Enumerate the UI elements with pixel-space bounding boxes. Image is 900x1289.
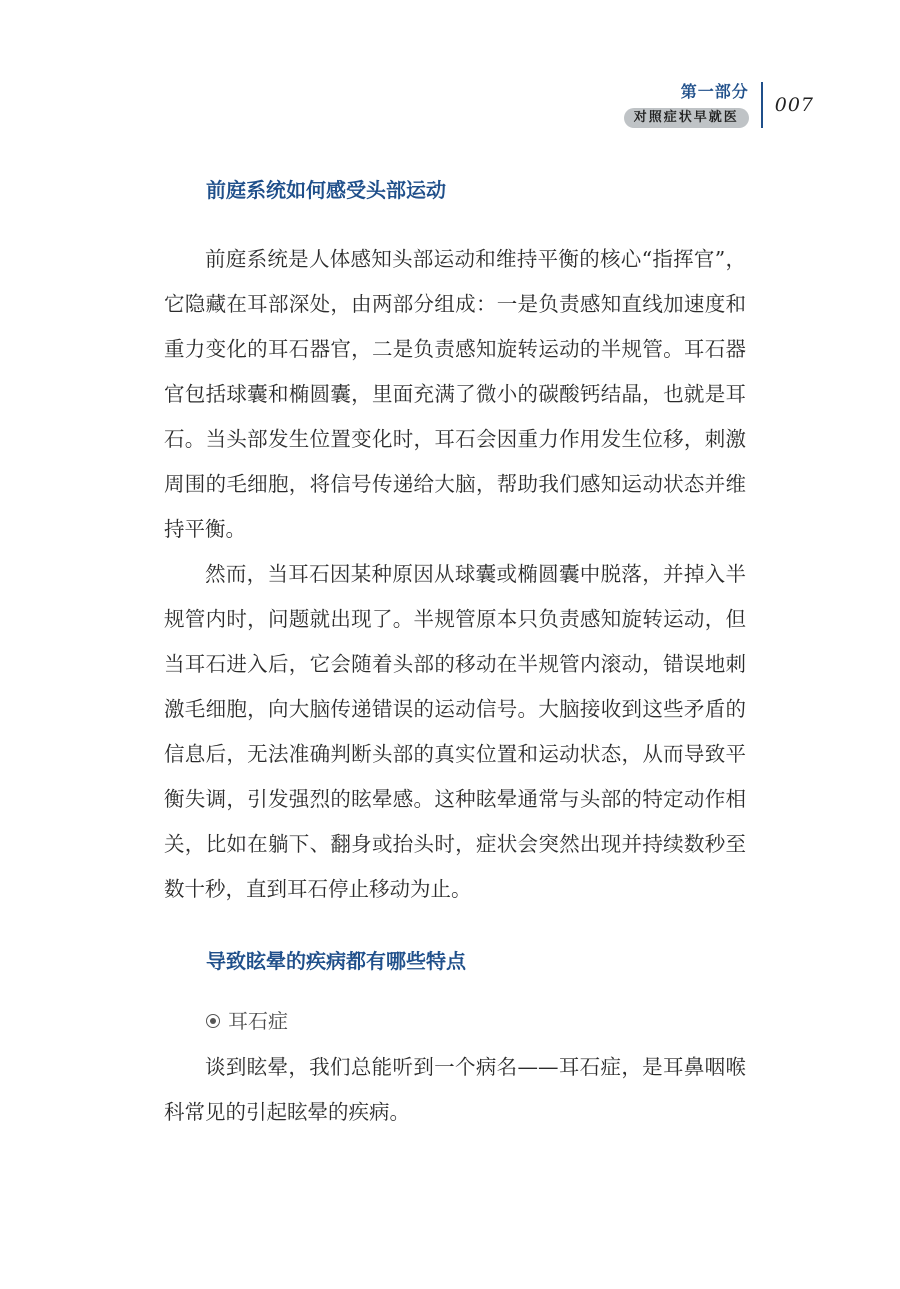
subheading-label: 耳石症 [228,1009,288,1033]
body-paragraph: 前庭系统是人体感知头部运动和维持平衡的核心“指挥官”，它隐藏在耳部深处，由两部分组成：一是负责感知直线加速度和重力变化的耳石器官，二是负责感知旋转运动的半规管。耳石器官包括球囊和椭圆囊，里面充满了微小的碳酸钙结晶，也就是耳石。当头部发生位置变化时，耳石会因重力作用发生位移，刺激周围的毛细胞，将信号传递给大脑，帮助我们感知运动状态并维持平衡。 [164,247,746,541]
part-label: 第一部分 [680,82,749,101]
part-subtitle-badge: 对照症状早就医 [624,108,749,128]
section-heading: 导致眩晕的疾病都有哪些特点 [206,949,466,973]
header-divider [761,82,763,128]
running-header [624,82,814,128]
body-paragraph: 谈到眩晕，我们总能听到一个病名——耳石症，是耳鼻咽喉科常见的引起眩晕的疾病。 [164,1055,746,1124]
part-info [624,82,749,128]
page-body [164,168,746,1135]
body-paragraph: 然而，当耳石因某种原因从球囊或椭圆囊中脱落，并掉入半规管内时，问题就出现了。半规管原本只负责感知旋转运动，但当耳石进入后，它会随着头部的移动在半规管内滚动，错误地刺激毛细胞，向大脑传递错误的运动信号。大脑接收到这些矛盾的信息后，无法准确判断头部的真实位置和运动状态，从而导致平衡失调，引发强烈的眩晕感。这种眩晕通常与头部的特定动作相关，比如在躺下、翻身或抬头时，症状会突然出现并持续数秒至数十秒，直到耳石停止移动为止。 [164,562,746,901]
bullet-circle-icon [206,1014,220,1028]
subheading [206,1003,746,1039]
page-number: 007 [774,94,814,116]
section-heading: 前庭系统如何感受头部运动 [206,178,446,202]
